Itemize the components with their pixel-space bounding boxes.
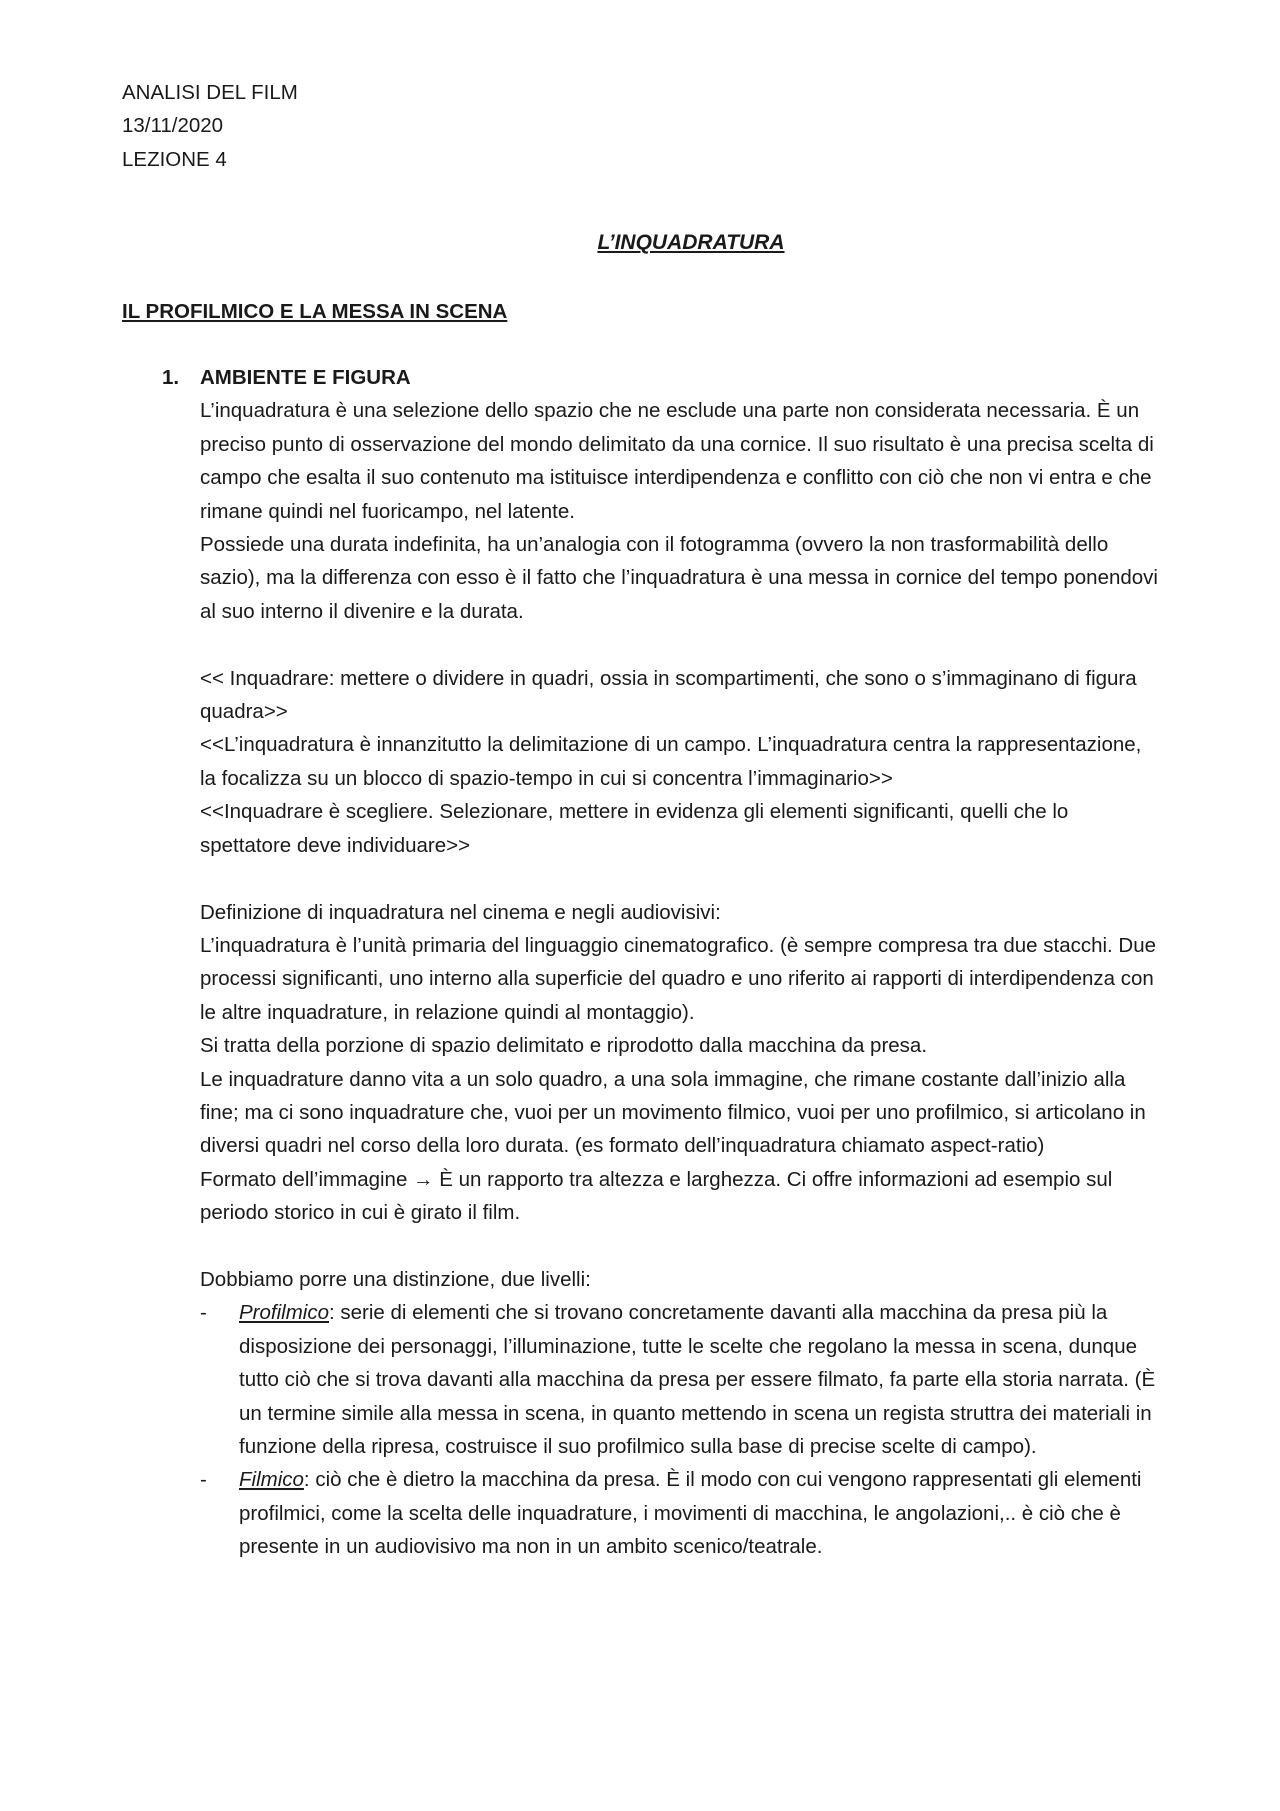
bullet-term: Filmico <box>239 1468 304 1492</box>
distinction-heading: Dobbiamo porre una distinzione, due livelli: <box>200 1267 591 1291</box>
paragraph-gap <box>200 862 1160 895</box>
bullet-marker: - <box>200 1468 207 1492</box>
course-name: ANALISI DEL FILM <box>122 81 298 104</box>
item-number: 1. <box>162 366 180 390</box>
lesson-date: 13/11/2020 <box>122 114 224 138</box>
bullet-text: : serie di elementi che si trovano concretamente davanti alla macchina da presa più la disposizione dei personaggi, l’illuminazione, tutte le scelte che regolano la messa in scena, dunque tutto ciò che si trova davanti alla macchina da presa per essere filmato, fa parte ella storia narrata. (È un termine simile alla messa in scena, in quanto mettendo in scena un regista struttra dei materiali in funzione della ripresa, costruisce il suo profilmico sulla base di precise scelte di campo). <box>239 1301 1156 1458</box>
bullet-term: Profilmico <box>239 1301 329 1325</box>
lesson-number: LEZIONE 4 <box>122 147 227 171</box>
bullet-item-filmico <box>200 1463 1160 1563</box>
bullet-marker: - <box>200 1301 207 1325</box>
numbered-item <box>122 361 1160 1564</box>
quote-paragraph: <<Inquadrare è scegliere. Selezionare, mettere in evidenza gli elementi significanti, quelli che lo spettatore deve individuare>> <box>200 800 1069 857</box>
document-title: L’INQUADRATURA <box>597 231 785 255</box>
document-header <box>122 76 1160 176</box>
paragraph-gap <box>200 628 1160 661</box>
paragraph-gap <box>200 1230 1160 1263</box>
bullet-item-profilmico <box>200 1296 1160 1463</box>
definition-paragraph: Si tratta della porzione di spazio delimitato e riprodotto dalla macchina da presa. <box>200 1034 928 1058</box>
quote-paragraph: <<L’inquadratura è innanzitutto la delimitazione di un campo. L’inquadratura centra la rappresentazione, la focalizza su un blocco di spazio-tempo in cui si concentra l’immaginario>> <box>200 733 1142 790</box>
definition-paragraph: Le inquadrature danno vita a un solo quadro, a una sola immagine, che rimane costante dall’inizio alla fine; ma ci sono inquadrature che, vuoi per un movimento filmico, vuoi per uno profilmico, si articolano in diversi quadri nel corso della loro durata. (es formato dell’inquadratura chiamato aspect-ratio) <box>200 1067 1146 1158</box>
bullet-text: : ciò che è dietro la macchina da presa. È il modo con cui vengono rappresentati gli elementi profilmici, come la scelta delle inquadrature, i movimenti di macchina, le angolazioni,.. è ciò che è presente in un audiovisivo ma non in un ambito scenico/teatrale. <box>239 1468 1142 1559</box>
duration-paragraph: Possiede una durata indefinita, ha un’analogia con il fotogramma (ovvero la non trasformabilità dello sazio), ma la differenza con esso è il fatto che l’inquadratura è una messa in cornice del tempo ponendovi al suo interno il divenire e la durata. <box>200 533 1158 623</box>
section-heading: IL PROFILMICO E LA MESSA IN SCENA <box>122 299 508 323</box>
definition-paragraph: L’inquadratura è l’unità primaria del linguaggio cinematografico. (è sempre compresa tra due stacchi. Due processi significanti, uno interno alla superficie del quadro e uno riferito ai rapporti di interdipendenza con le altre inquadrature, in relazione quindi al montaggio). <box>200 933 1157 1024</box>
item-heading: AMBIENTE E FIGURA <box>200 366 411 390</box>
definition-paragraph: Formato dell’immagine → È un rapporto tra altezza e larghezza. Ci offre informazioni ad esempio sul periodo storico in cui è girato il film. <box>200 1167 1113 1225</box>
intro-paragraph: L’inquadratura è una selezione dello spazio che ne esclude una parte non considerata necessaria. È un preciso punto di osservazione del mondo delimitato da una cornice. Il suo risultato è una precisa scelta di campo che esalta il suo contenuto ma istituisce interdipendenza e conflitto con ciò che non vi entra e che rimane quindi nel fuoricampo, nel latente. <box>200 399 1154 523</box>
quote-paragraph: << Inquadrare: mettere o dividere in quadri, ossia in scompartimenti, che sono o s’immaginano di figura quadra>> <box>200 666 1137 724</box>
definition-heading: Definizione di inquadratura nel cinema e negli audiovisivi: <box>200 900 721 924</box>
